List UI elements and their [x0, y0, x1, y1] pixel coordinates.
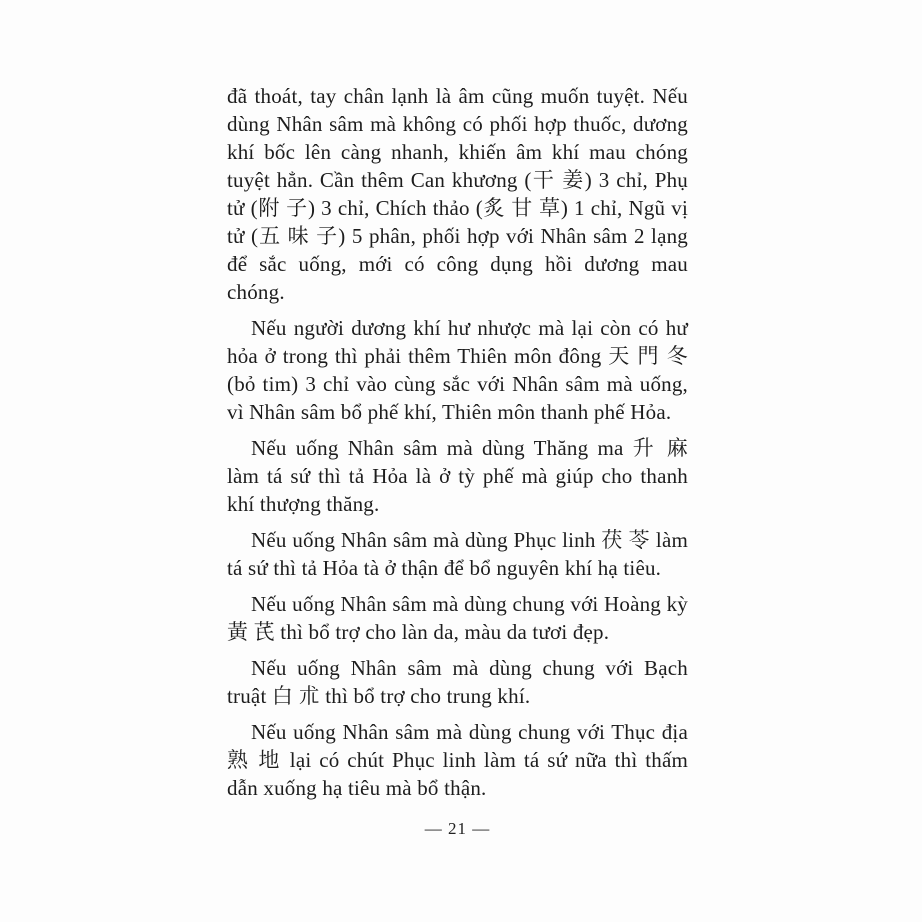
paragraph: Nếu uống Nhân sâm mà dùng Thăng ma 升 麻 làm tá sứ thì tả Hỏa là ở tỳ phế mà giúp cho thanh khí thượng thăng.: [227, 436, 688, 516]
page-number: — 21 —: [424, 819, 491, 838]
paragraph: Nếu uống Nhân sâm mà dùng chung với Bạch truật 白 朮 thì bổ trợ cho trung khí.: [227, 656, 688, 708]
paragraph: Nếu uống Nhân sâm mà dùng chung với Thục địa 熟 地 lại có chút Phục linh làm tá sứ nữa thì thấm dẫn xuống hạ tiêu mà bổ thận.: [227, 720, 688, 800]
paragraph: Nếu người dương khí hư nhược mà lại còn có hư hỏa ở trong thì phải thêm Thiên môn đông 天 門 冬 (bỏ tim) 3 chỉ vào cùng sắc với Nhân sâm mà uống, vì Nhân sâm bổ phế khí, Thiên môn thanh phế Hỏa.: [227, 316, 688, 424]
paragraph: Nếu uống Nhân sâm mà dùng Phục linh 茯 苓 làm tá sứ thì tả Hỏa tà ở thận để bổ nguyên khí hạ tiêu.: [227, 528, 688, 580]
body-text: [227, 82, 688, 839]
paragraph: Nếu uống Nhân sâm mà dùng chung với Hoàng kỳ 黃 芪 thì bổ trợ cho làn da, màu da tươi đẹp.: [227, 592, 688, 644]
paragraph: đã thoát, tay chân lạnh là âm cũng muốn tuyệt. Nếu dùng Nhân sâm mà không có phối hợp thuốc, dương khí bốc lên càng nhanh, khiến âm khí mau chóng tuyệt hẳn. Cần thêm Can khương (干 姜) 3 chỉ, Phụ tử (附 子) 3 chỉ, Chích thảo (炙 甘 草) 1 chỉ, Ngũ vị tử (五 味 子) 5 phân, phối hợp với Nhân sâm 2 lạng để sắc uống, mới có công dụng hồi dương mau chóng.: [227, 84, 688, 304]
